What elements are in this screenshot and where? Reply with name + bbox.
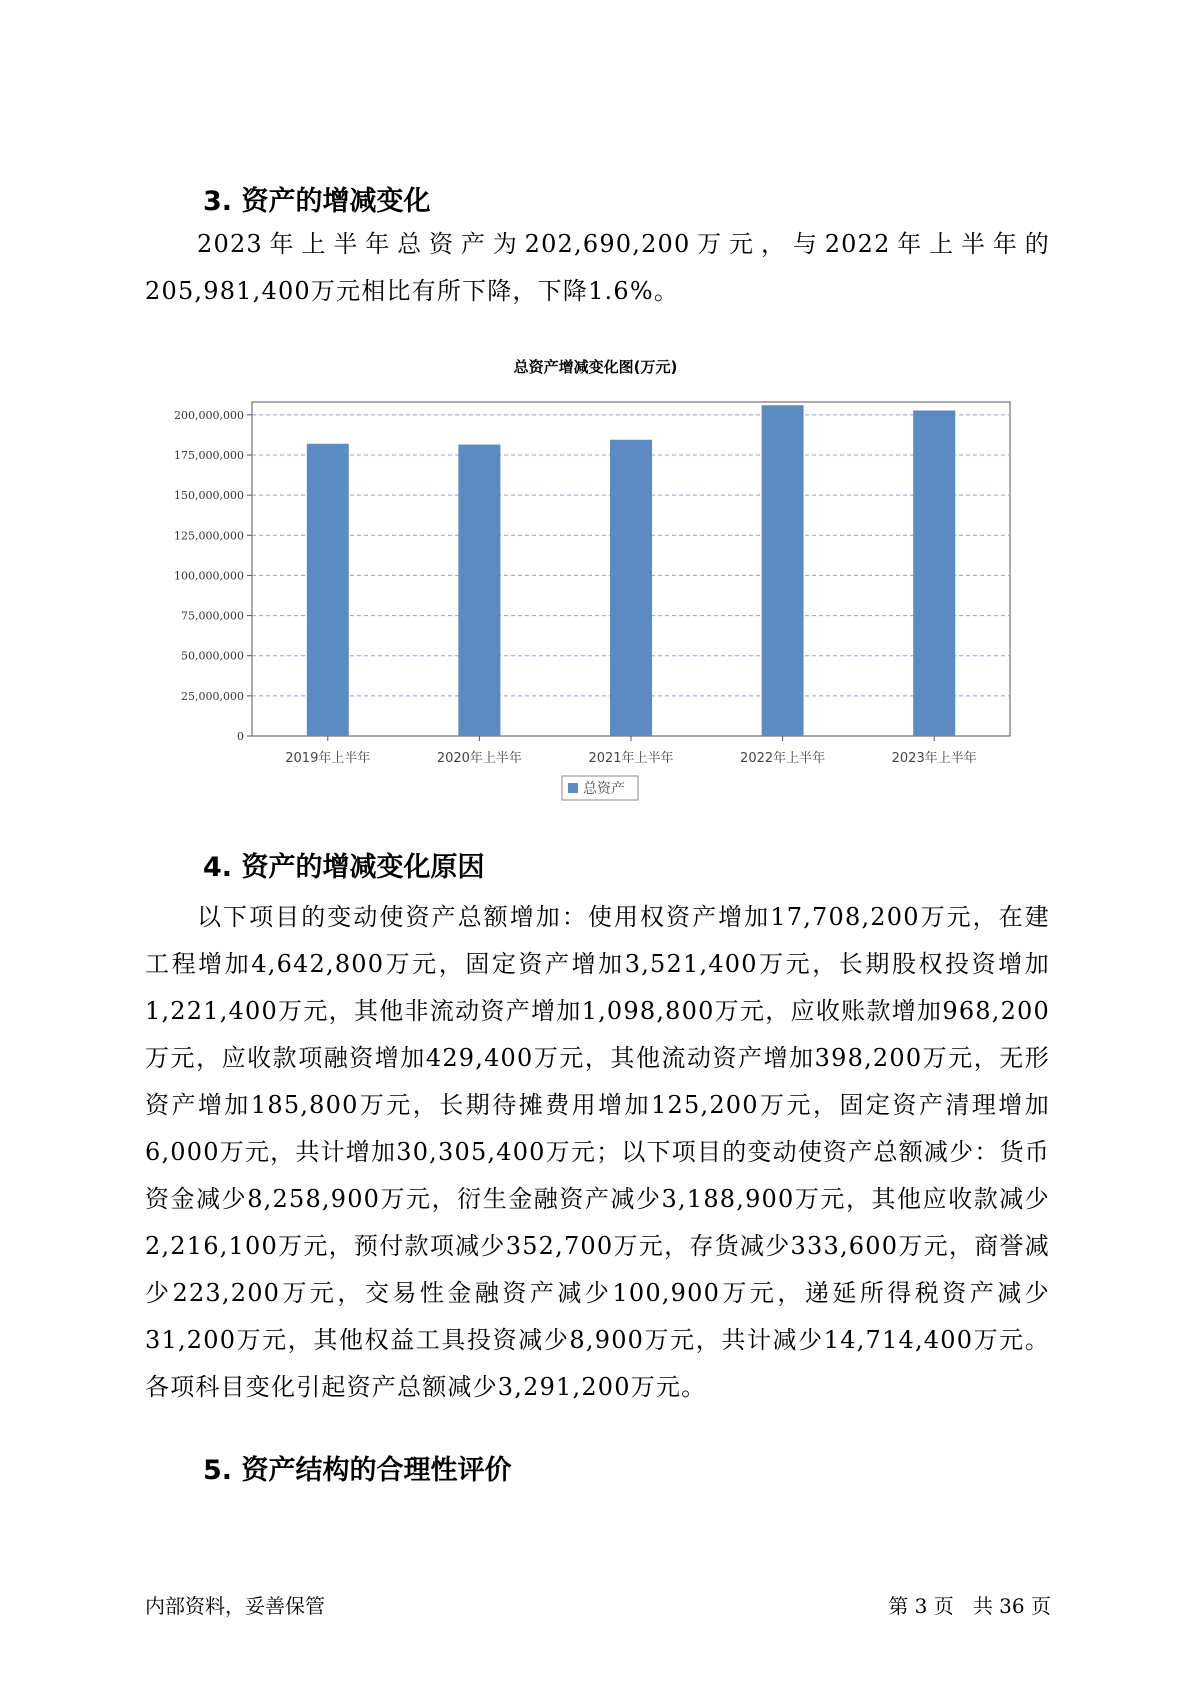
y-tick-label: 125,000,000: [174, 529, 244, 543]
y-tick-label: 150,000,000: [174, 489, 244, 503]
section-4-heading: 4. 资产的增减变化原因: [203, 852, 485, 883]
x-tick-label: 2019年上半年: [285, 751, 371, 766]
y-tick-label: 200,000,000: [174, 408, 244, 422]
x-tick-label: 2020年上半年: [436, 751, 522, 766]
section-4-paragraph: 以下项目的变动使资产总额增加：使用权资产增加17,708,200万元，在建工程增加4,642,800万元，固定资产增加3,521,400万元，长期股权投资增加1,221,400万元，其他非流动资产增加1,098,800万元，应收账款增加968,200万元，应收款项融资增加429,400万元，其他流动资产增加398,200万元，无形资产增加185,800万元，长期待摊费用增加125,200万元，固定资产清理增加6,000万元，共计增加30,305,400万元；以下项目的变动使资产总额减少：货币资金减少8,258,900万元，衍生金融资产减少3,188,900万元，其他应收款减少2,216,100万元，预付款项减少352,700万元，存货减少333,600万元，商誉减少223,200万元，交易性金融资产减少100,900万元，递延所得税资产减少31,200万元，其他权益工具投资减少8,900万元，共计减少14,714,400万元。各项科目变化引起资产总额减少3,291,200万元。: [145, 903, 1050, 1401]
section-5-heading: 5. 资产结构的合理性评价: [203, 1455, 512, 1486]
y-tick-label: 75,000,000: [181, 609, 244, 623]
bar: [307, 444, 349, 736]
x-tick-label: 2021年上半年: [588, 751, 674, 766]
x-tick-label: 2023年上半年: [891, 751, 977, 766]
legend-label: 总资产: [583, 781, 625, 797]
chart-title: 总资产增减变化图(万元): [513, 358, 678, 376]
footer-page-number: 第 3 页 共 36 页: [888, 1594, 1051, 1618]
bar: [458, 445, 500, 736]
x-tick-label: 2022年上半年: [740, 751, 826, 766]
y-tick-label: 100,000,000: [174, 569, 244, 583]
y-tick-label: 175,000,000: [174, 448, 244, 462]
footer-confidential-note: 内部资料，妥善保管: [145, 1594, 325, 1618]
section-3-heading: 3. 资产的增减变化: [203, 186, 431, 217]
asset-bar-chart: [0, 0, 1191, 820]
y-tick-label: 0: [237, 730, 244, 743]
y-tick-label: 25,000,000: [181, 689, 244, 703]
bar: [610, 440, 652, 736]
y-tick-label: 50,000,000: [181, 649, 244, 663]
bar: [762, 405, 804, 736]
bar: [913, 411, 955, 736]
legend-swatch: [568, 783, 578, 793]
section-3-paragraph: 2023年上半年总资产为202,690,200万元，与2022年上半年的205,981,400万元相比有所下降，下降1.6%。: [145, 230, 1050, 305]
